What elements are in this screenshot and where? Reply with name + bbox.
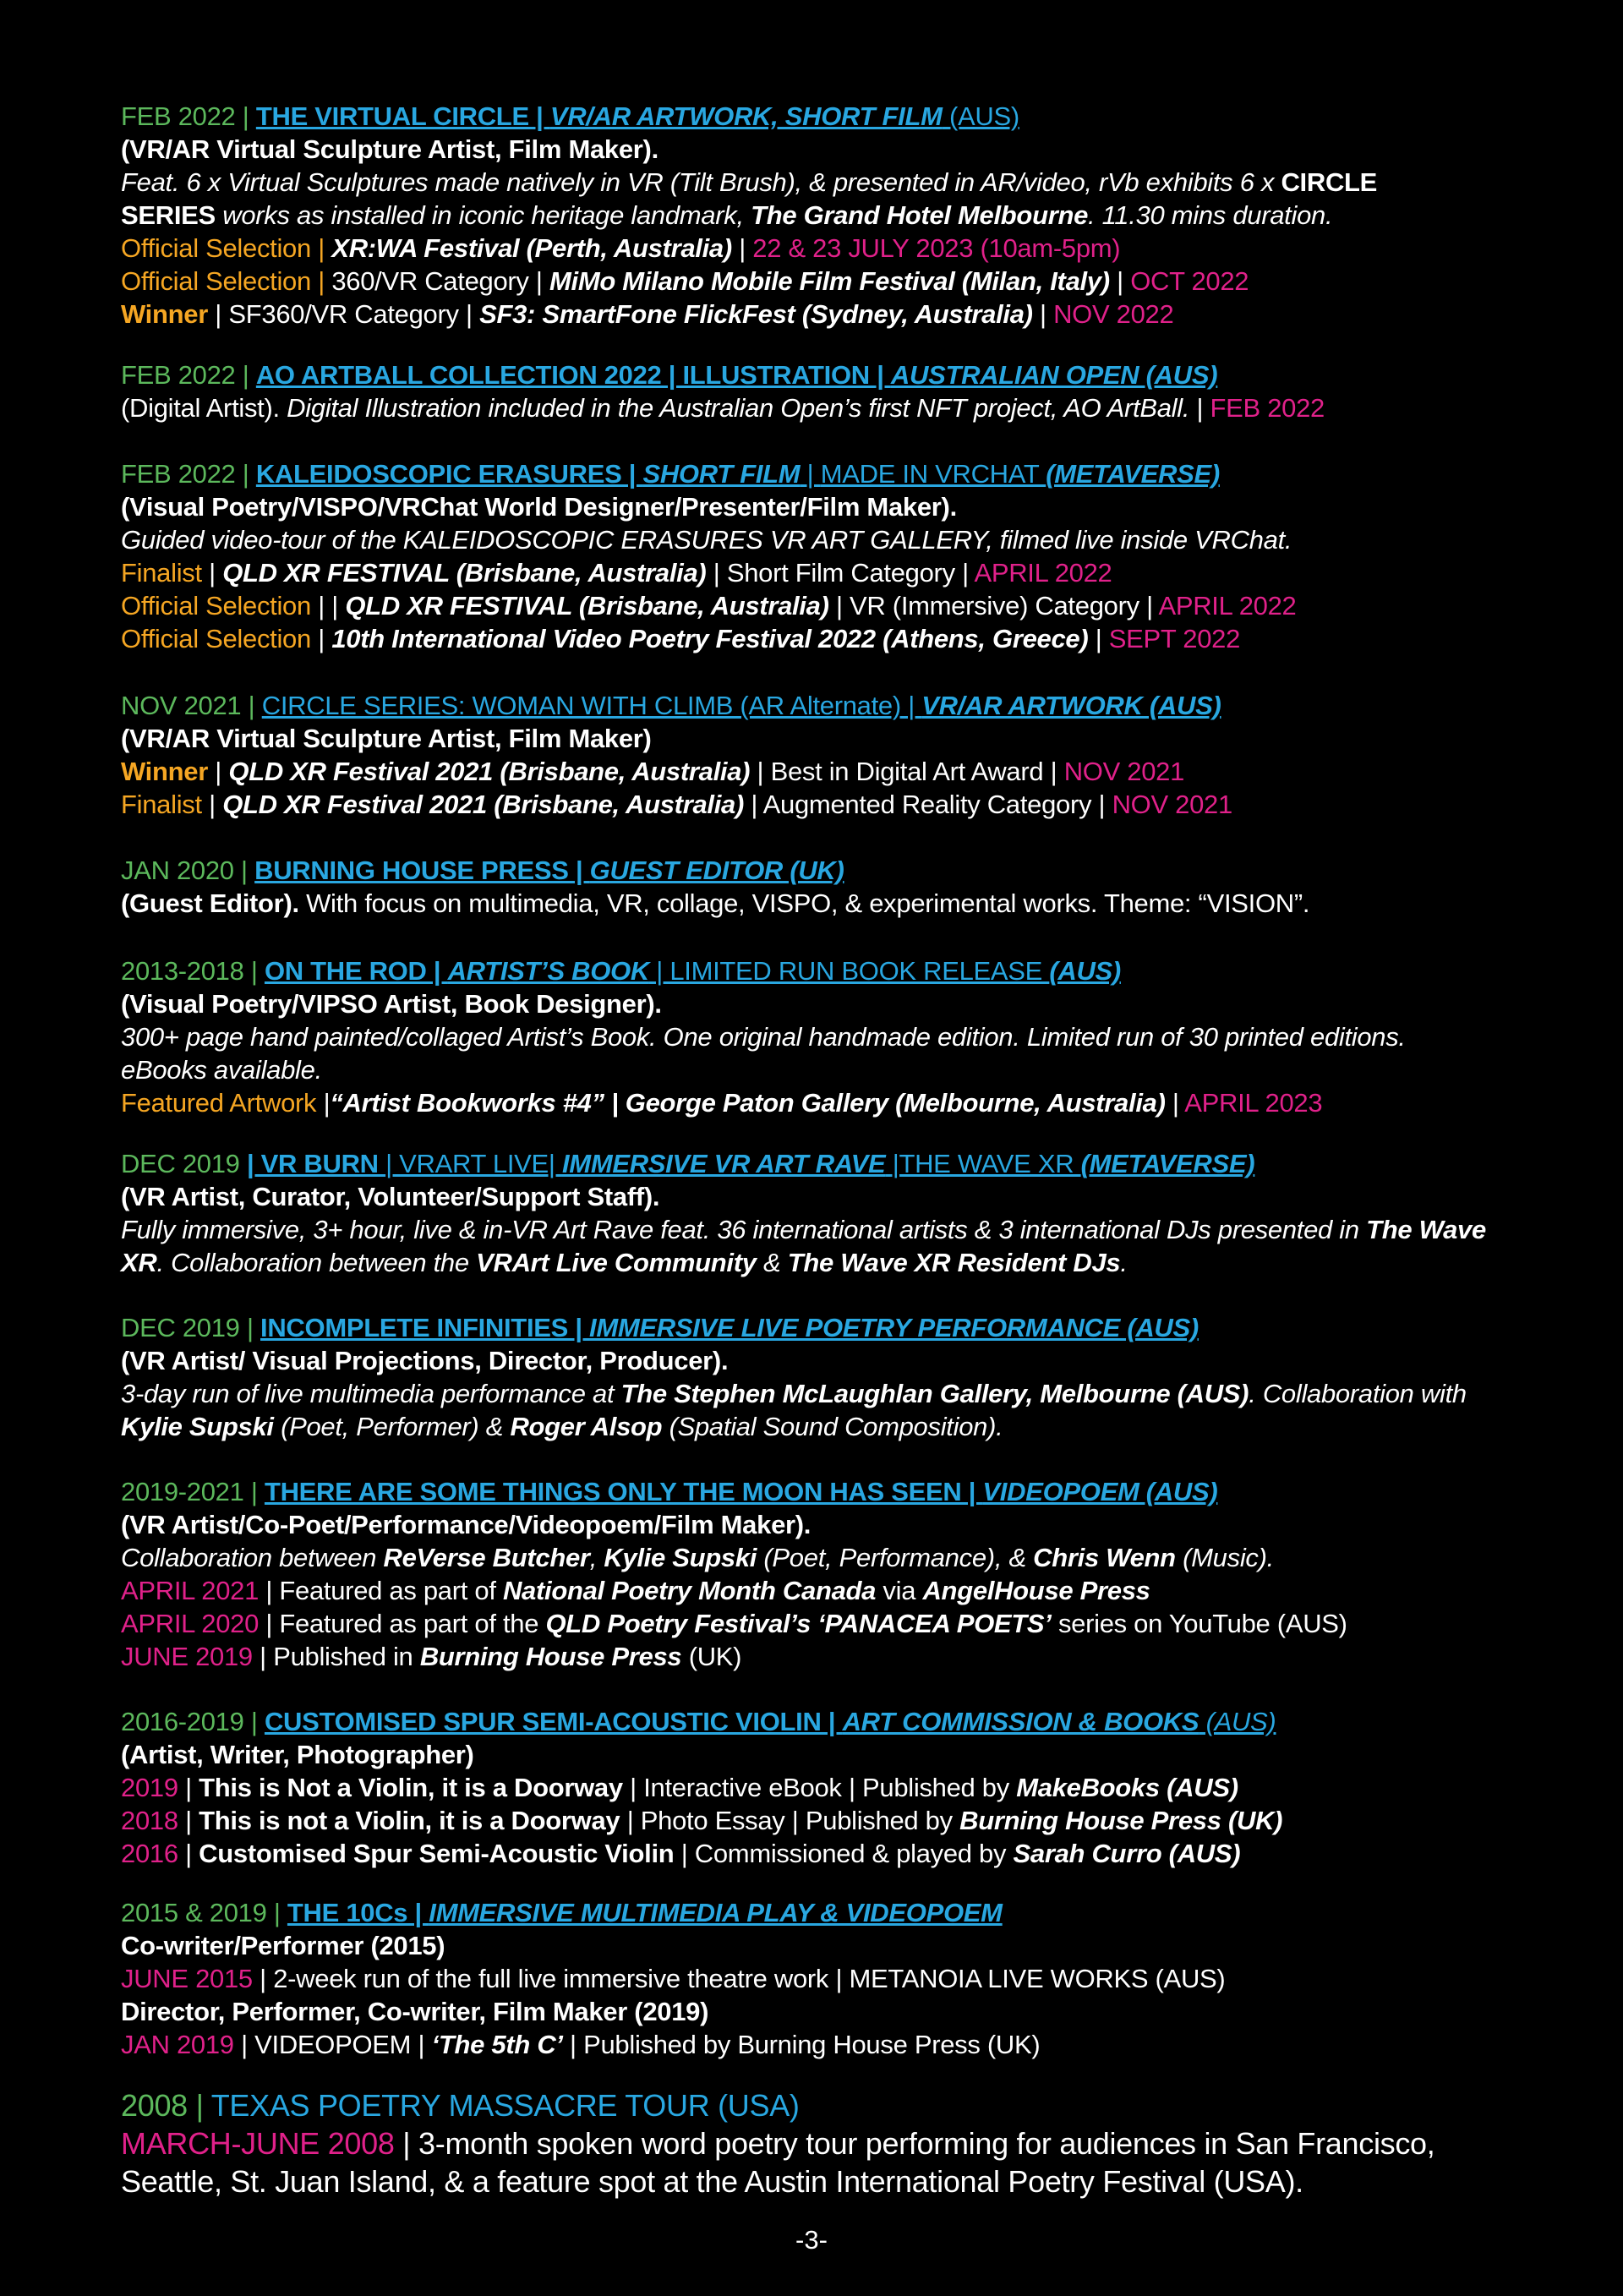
award-date: 2016 [121, 1839, 178, 1868]
entry-title-link[interactable]: CIRCLE SERIES: WOMAN WITH CLIMB (AR Alternate) | [261, 691, 922, 720]
separator: | [731, 233, 753, 263]
entry-title-link[interactable]: IMMERSIVE MULTIMEDIA PLAY & VIDEOPOEM [429, 1898, 1003, 1927]
award-label: Featured Artwork [121, 1088, 317, 1118]
entry-role: (Artist, Writer, Photographer) [121, 1740, 474, 1769]
award-label: Official Selection | [121, 233, 332, 263]
separator: | [201, 558, 223, 588]
award-line [121, 265, 1541, 298]
separator: | [316, 1088, 331, 1118]
entry-circle-series [121, 689, 1541, 821]
desc-bold: The Stephen McLaughlan Gallery, Melbourne (AUS) [620, 1379, 1249, 1408]
entry-heading [121, 100, 1541, 133]
desc-text: (Poet, Performance), & [757, 1543, 1034, 1572]
entry-title-link[interactable]: | VR BURN [246, 1149, 386, 1178]
festival-name: QLD XR FESTIVAL (Brisbane, Australia) [345, 591, 829, 620]
entry-title-link[interactable]: THE VIRTUAL CIRCLE | [255, 101, 550, 131]
entry-description [121, 1541, 1541, 1574]
festival-name: 10th International Video Poetry Festival 2022 (Athens, Greece) [331, 624, 1089, 653]
entry-heading [121, 457, 1541, 490]
entry-title: TEXAS POETRY MASSACRE TOUR (USA) [210, 2088, 800, 2123]
desc-bold: Burning House Press [419, 1642, 682, 1671]
entry-description [121, 1213, 1541, 1246]
award-date: SEPT 2022 [1108, 624, 1241, 653]
desc-bold: Chris Wenn [1033, 1543, 1176, 1572]
separator: | [178, 1806, 199, 1835]
award-line [121, 298, 1541, 331]
award-label: Winner [121, 757, 208, 786]
separator: | [1189, 393, 1210, 423]
category: | Best in Digital Art Award | [750, 757, 1064, 786]
entry-description [121, 1410, 1541, 1443]
desc-text: (Poet, Performer) & [273, 1412, 511, 1441]
entry-title-link[interactable]: | [800, 459, 821, 489]
entry-burning-house-press [121, 854, 1541, 920]
desc-text: | Featured as part of [259, 1576, 503, 1605]
desc-text: | 3-month spoken word poetry tour performing for audiences in San Francisco, [394, 2126, 1435, 2161]
entry-texas-poetry [121, 2086, 1541, 2200]
entry-heading [121, 954, 1541, 987]
entry-title-link[interactable]: (METAVERSE) [1080, 1149, 1255, 1178]
entry-title-link[interactable]: ART COMMISSION & BOOKS [842, 1707, 1199, 1736]
desc-text: works as installed in iconic heritage landmark, [215, 200, 751, 230]
entry-title-link[interactable]: MADE IN VRCHAT [820, 459, 1046, 489]
work-title: This is not a Violin, it is a Doorway [199, 1806, 620, 1835]
desc-text: . Collaboration between the [156, 1248, 477, 1277]
entry-role: Director, Performer, Co-writer, Film Maker (2019) [121, 1997, 709, 2026]
desc-bold: The Wave XR Resident DJs [787, 1248, 1121, 1277]
entry-title-link[interactable]: ON THE ROD | [264, 956, 448, 986]
entry-description: Guided video-tour of the KALEIDOSCOPIC ERASURES VR ART GALLERY, filmed live inside VRChat. [121, 525, 1292, 555]
page-number: -3- [795, 2225, 828, 2255]
desc-bold: ReVerse Butcher [383, 1543, 590, 1572]
festival-name: MiMo Milano Mobile Film Festival (Milan, Italy) [549, 266, 1110, 296]
desc-text: series on YouTube (AUS) [1051, 1609, 1347, 1638]
publisher: MakeBooks (AUS) [1016, 1773, 1238, 1802]
entry-title-link[interactable]: THERE ARE SOME THINGS ONLY THE MOON HAS SEEN | [264, 1477, 983, 1506]
entry-heading [121, 1475, 1541, 1508]
entry-virtual-circle [121, 100, 1541, 331]
desc-text: (Music). [1175, 1543, 1274, 1572]
desc-text: (UK) [681, 1642, 742, 1671]
exhibition-name: “Artist Bookworks #4” | George Paton Gallery (Melbourne, Australia) [330, 1088, 1166, 1118]
award-line [121, 232, 1541, 265]
desc-text: | 2-week run of the full live immersive theatre work | METANOIA LIVE WORKS (AUS) [252, 1964, 1226, 1993]
entry-date: DEC 2019 [121, 1149, 247, 1178]
festival-name: SF3: SmartFone FlickFest (Sydney, Australia) [479, 299, 1033, 329]
entry-title-link[interactable]: SHORT FILM [642, 459, 801, 489]
entry-role: (VR Artist/Co-Poet/Performance/Videopoem/Film Maker). [121, 1510, 812, 1539]
award-line [121, 622, 1541, 655]
award-date: 2019 [121, 1773, 178, 1802]
award-label: Winner [121, 299, 208, 329]
category: | Augmented Reality Category | [744, 790, 1112, 819]
publisher: Burning House Press (UK) [959, 1806, 1283, 1835]
award-date: OCT 2022 [1130, 266, 1249, 296]
entry-date: NOV 2021 | [121, 691, 262, 720]
award-date: NOV 2021 [1112, 790, 1232, 819]
entry-title-link[interactable]: (AUS) [942, 101, 1019, 131]
entry-description [121, 391, 1541, 424]
entry-heading [121, 2086, 1541, 2124]
award-line [121, 2028, 1541, 2061]
entry-date: FEB 2022 | [121, 360, 256, 390]
separator: | [310, 624, 332, 653]
desc-text: With focus on multimedia, VR, collage, VISPO, & experimental works. Theme: “VISION”. [298, 888, 1310, 918]
award-label: Official Selection [121, 624, 311, 653]
work-title: ‘The 5th C’ [431, 2030, 563, 2059]
separator: | [1032, 299, 1054, 329]
award-line [121, 2124, 1541, 2162]
desc-text: Collaboration between [121, 1543, 384, 1572]
festival-name: QLD XR Festival 2021 (Brisbane, Australia) [222, 790, 744, 819]
desc-bold: The Grand Hotel Melbourne [751, 200, 1089, 230]
award-line [121, 1574, 1541, 1607]
desc-bold: AngelHouse Press [922, 1576, 1150, 1605]
award-line [121, 589, 1541, 622]
entry-moon-has-seen [121, 1475, 1541, 1673]
award-date: JAN 2019 [121, 2030, 234, 2059]
award-date: FEB 2022 [1210, 393, 1325, 423]
desc-bold: XR [121, 1248, 157, 1277]
entry-title-link[interactable]: VR/AR ARTWORK, SHORT FILM [549, 101, 943, 131]
entry-description [121, 887, 1541, 920]
entry-heading [121, 358, 1541, 391]
category: | VR (Immersive) Category | [828, 591, 1159, 620]
entry-role: (VR Artist/ Visual Projections, Director, Producer). [121, 1346, 729, 1375]
entry-incomplete-infinities [121, 1311, 1541, 1443]
desc-text: Feat. 6 x Virtual Sculptures made natively in VR (Tilt Brush), & presented in AR/video, rVb exhibits 6 x [121, 167, 1281, 197]
entry-description: 300+ page hand painted/collaged Artist’s Book. One original handmade edition. Limited run of 30 printed editions. [121, 1022, 1406, 1052]
desc-text: , [589, 1543, 604, 1572]
entry-title-link[interactable]: (AUS) [1049, 956, 1121, 986]
entry-role: Co-writer/Performer (2015) [121, 1931, 445, 1960]
entry-spur-violin [121, 1705, 1541, 1870]
separator: | [207, 757, 229, 786]
entry-description: Seattle, St. Juan Island, & a feature spot at the Austin International Poetry Festival (USA). [121, 2164, 1303, 2199]
award-line [121, 556, 1541, 589]
entry-title-link[interactable]: ARTIST’S BOOK [447, 956, 649, 986]
entry-role: (VR/AR Virtual Sculpture Artist, Film Maker) [121, 724, 652, 753]
work-title: This is Not a Violin, it is a Doorway [199, 1773, 623, 1802]
award-date: NOV 2022 [1053, 299, 1174, 329]
entry-ao-artball [121, 358, 1541, 424]
award-date: MARCH-JUNE 2008 [121, 2126, 395, 2161]
award-date: 2018 [121, 1806, 178, 1835]
entry-title-link[interactable]: BURNING HOUSE PRESS | [254, 856, 590, 885]
entry-heading [121, 1896, 1541, 1929]
entry-title-link[interactable]: INCOMPLETE INFINITIES | [260, 1313, 590, 1342]
desc-text: & [756, 1248, 788, 1277]
publisher: Sarah Curro (AUS) [1013, 1839, 1241, 1868]
desc-text: | VIDEOPOEM | [233, 2030, 432, 2059]
award-date: 22 & 23 JULY 2023 (10am-5pm) [752, 233, 1121, 263]
entry-date: 2016-2019 | [121, 1707, 265, 1736]
separator: | [201, 790, 223, 819]
desc-bold: National Poetry Month Canada [502, 1576, 877, 1605]
entry-heading [121, 1147, 1541, 1180]
separator: | [178, 1773, 199, 1802]
festival-name: QLD XR Festival 2021 (Brisbane, Australia) [228, 757, 751, 786]
entry-date: JAN 2020 | [121, 856, 255, 885]
desc-text: | Photo Essay | Published by [620, 1806, 960, 1835]
entry-title-link[interactable]: THE 10Cs | [287, 1898, 429, 1927]
category: | Short Film Category | [706, 558, 975, 588]
entry-date: 2013-2018 | [121, 956, 265, 986]
award-line [121, 1837, 1541, 1870]
award-line [121, 788, 1541, 821]
entry-title-link[interactable]: VR/AR ARTWORK (AUS) [921, 691, 1221, 720]
desc-text: | Featured as part of the [259, 1609, 546, 1638]
desc-text: | Published in [252, 1642, 420, 1671]
separator: | [1088, 624, 1109, 653]
entry-heading [121, 1705, 1541, 1738]
desc-text: via [876, 1576, 923, 1605]
award-label: Finalist [121, 790, 202, 819]
entry-the-10cs [121, 1896, 1541, 2061]
entry-title-link[interactable]: GUEST EDITOR (UK) [589, 856, 844, 885]
entry-heading [121, 689, 1541, 722]
desc-text: Digital Illustration included in the Australian Open’s first NFT project, AO ArtBall. [287, 393, 1190, 423]
desc-text: Fully immersive, 3+ hour, live & in-VR Art Rave feat. 36 international artists & 3 international DJs presented in [121, 1215, 1367, 1244]
award-date: JUNE 2015 [121, 1964, 253, 1993]
award-line [121, 1962, 1541, 1995]
award-date: APRIL 2023 [1184, 1088, 1323, 1118]
desc-text: | Published by Burning House Press (UK) [562, 2030, 1041, 2059]
award-line [121, 755, 1541, 788]
entry-date: FEB 2022 | [121, 101, 256, 131]
desc-bold: The Wave [1366, 1215, 1486, 1244]
entry-title-link[interactable]: (METAVERSE) [1046, 459, 1220, 489]
award-line [121, 1640, 1541, 1673]
award-label: Official Selection | [121, 266, 332, 296]
desc-text: (Digital Artist). [121, 393, 287, 423]
entry-title-link[interactable]: AO ARTBALL COLLECTION 2022 | ILLUSTRATION | [255, 360, 891, 390]
desc-text: . Collaboration with [1249, 1379, 1467, 1408]
desc-bold: QLD Poetry Festival’s ‘PANACEA POETS’ [545, 1609, 1052, 1638]
entry-role: (Visual Poetry/VISPO/VRChat World Designer/Presenter/Film Maker). [121, 492, 957, 522]
entry-date: 2015 & 2019 | [121, 1898, 287, 1927]
desc-bold: VRArt Live Community [476, 1248, 757, 1277]
entry-description [121, 1377, 1541, 1410]
desc-bold: Kylie Supski [121, 1412, 274, 1441]
award-line [121, 1086, 1541, 1119]
entry-description [121, 1246, 1541, 1279]
desc-bold: SERIES [121, 200, 216, 230]
desc-bold: CIRCLE [1281, 167, 1378, 197]
award-line [121, 1607, 1541, 1640]
entry-description [121, 166, 1541, 199]
desc-text: . 11.30 mins duration. [1088, 200, 1333, 230]
separator: | | [310, 591, 346, 620]
award-label: Official Selection [121, 591, 311, 620]
award-line [121, 1804, 1541, 1837]
entry-title-link[interactable]: VIDEOPOEM (AUS) [982, 1477, 1218, 1506]
award-date: APRIL 2021 [121, 1576, 260, 1605]
entry-kaleidoscopic-erasures [121, 457, 1541, 655]
award-date: NOV 2021 [1063, 757, 1185, 786]
separator: | [1109, 266, 1131, 296]
entry-title-link[interactable]: CUSTOMISED SPUR SEMI-ACOUSTIC VIOLIN | [264, 1707, 843, 1736]
entry-title-link[interactable]: | LIMITED RUN BOOK RELEASE [648, 956, 1050, 986]
award-date: JUNE 2019 [121, 1642, 253, 1671]
category: 360/VR Category | [331, 266, 549, 296]
entry-date: 2019-2021 | [121, 1477, 265, 1506]
entry-role: (VR Artist, Curator, Volunteer/Support Staff). [121, 1182, 660, 1211]
festival-name: QLD XR FESTIVAL (Brisbane, Australia) [222, 558, 707, 588]
festival-name: XR:WA Festival (Perth, Australia) [331, 233, 732, 263]
desc-bold: Kylie Supski [604, 1543, 757, 1572]
award-line [121, 1771, 1541, 1804]
work-title: Customised Spur Semi-Acoustic Violin [199, 1839, 675, 1868]
entry-title-link[interactable]: (AUS) [1199, 1707, 1276, 1736]
entry-role: (VR/AR Virtual Sculpture Artist, Film Maker). [121, 134, 658, 164]
category: | SF360/VR Category | [207, 299, 480, 329]
entry-date: FEB 2022 | [121, 459, 256, 489]
entry-title-link[interactable]: | VRART LIVE| [385, 1149, 562, 1178]
entry-title-link[interactable]: IMMERSIVE LIVE POETRY PERFORMANCE (AUS) [589, 1313, 1199, 1342]
desc-bold: Roger Alsop [510, 1412, 663, 1441]
entry-title-link[interactable]: KALEIDOSCOPIC ERASURES | [255, 459, 643, 489]
entry-title-link[interactable]: |THE WAVE XR [885, 1149, 1081, 1178]
entry-heading [121, 1311, 1541, 1344]
award-date: APRIL 2022 [1158, 591, 1297, 620]
desc-text: | Interactive eBook | Published by [622, 1773, 1017, 1802]
award-label: Finalist [121, 558, 202, 588]
award-date: APRIL 2020 [121, 1609, 260, 1638]
entry-title-link[interactable]: AUSTRALIAN OPEN (AUS) [890, 360, 1218, 390]
entry-role: (Visual Poetry/VIPSO Artist, Book Designer). [121, 989, 662, 1019]
entry-description: eBooks available. [121, 1055, 322, 1085]
separator: | [1165, 1088, 1185, 1118]
separator: | [178, 1839, 199, 1868]
entry-description [121, 199, 1541, 232]
desc-text: 3-day run of live multimedia performance at [121, 1379, 621, 1408]
entry-title-link[interactable]: IMMERSIVE VR ART RAVE [561, 1149, 886, 1178]
entry-vr-burn [121, 1147, 1541, 1279]
entry-date: DEC 2019 | [121, 1313, 261, 1342]
desc-text: . [1120, 1248, 1128, 1277]
desc-text: | Commissioned & played by [674, 1839, 1014, 1868]
entry-role: (Guest Editor). [121, 888, 299, 918]
desc-text: (Spatial Sound Composition). [662, 1412, 1003, 1441]
entry-heading [121, 854, 1541, 887]
entry-date: 2008 | [121, 2088, 211, 2123]
entry-on-the-rod [121, 954, 1541, 1119]
award-date: APRIL 2022 [974, 558, 1112, 588]
